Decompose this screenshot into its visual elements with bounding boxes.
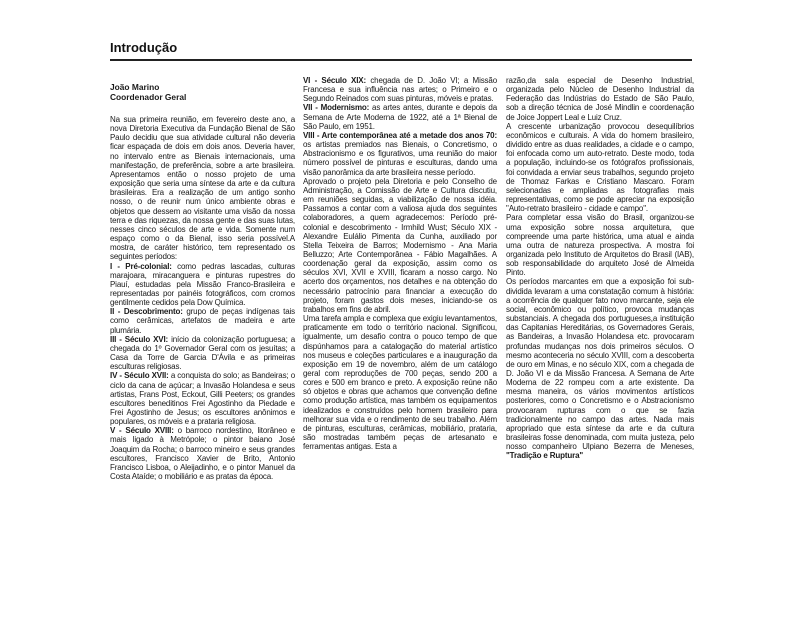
period-label: IV - Século XVII: xyxy=(110,371,169,381)
period-label: II - Descobrimento: xyxy=(110,307,183,317)
exhibition-title: "Tradição e Ruptura" xyxy=(506,451,584,461)
period-text: os artistas premiados nas Bienais, o Concretismo, o Abstracionismo e os figurativos, uma reunião do maior número possível de pinturas e esculturas, dando uma visão panorâmica da arte brasileira nesse período. xyxy=(303,140,497,177)
title-rule xyxy=(110,59,692,61)
period-label: VI - Século XIX: xyxy=(303,76,367,85)
period-text: grupo de peças indígenas tais como cerâmicas, artefatos de madeira e arte plumária. xyxy=(110,307,296,335)
period-label: III - Século XVI: xyxy=(110,334,169,344)
page-title: Introdução xyxy=(110,40,178,55)
period-text: a conquista do solo; as Bandeiras; o ciclo da cana de açúcar; a Invasão Holandesa e seus artistas, Frans Post, Eckout, Gilli Peeters; os grandes escultores beneditinos Frei Agostinho da Piedade e Frei Agostinho de Jesus; os escultores anônimos e populares, os móveis e a prataria religiosa. xyxy=(110,371,295,427)
period-text: início da colonização portuguesa; a chegada do 1º Governador Geral com os jesuítas; a Casa da Torre de Garcia D'Ávila e as primeiras esculturas religiosas. xyxy=(110,334,295,372)
text-column-1 xyxy=(110,115,295,481)
period-seculo-xvi xyxy=(110,335,295,372)
period-descobrimento xyxy=(110,307,295,334)
period-arte-contemporanea xyxy=(303,131,497,177)
body-paragraph: Para completar essa visão do Brasil, organizou-se uma exposição sobre nossa arquitetura, que compreende uma parte histórica, uma atual e ainda uma outra de natureza prospectiva. A mostra foi organizada pelo Instituto de Arquitetos do Brasil (IAB), sob responsabilidade do arquiteto José de Almeida Pinto. xyxy=(506,213,694,278)
closing-paragraph xyxy=(506,277,694,460)
period-text: chegada de D. João VI; a Missão Francesa e sua influência nas artes; o Primeiro e o Segundo Reinados com suas pinturas, móveis e pratas. xyxy=(303,76,497,104)
body-paragraph: A crescente urbanização provocou desequilíbrios econômicos e culturais. A vida do homem brasileiro, dividido entre as duas realidades, a cidade e o campo, foi enfocada como um auto-retrato. Deste modo, toda a população, incluindo-se os fotógrafos profissionais, foi convidada a enviar seus trabalhos, segundo projeto de Thomaz Farkas e Cristiano Mascaro. Foram selecionadas e ampliadas as fotografias mais representativas, como se pode apreciar na exposição "Auto-retrato brasileiro - cidade e campo". xyxy=(506,121,694,214)
period-seculo-xix xyxy=(303,76,497,103)
body-paragraph: Uma tarefa ampla e complexa que exigiu levantamentos, praticamente em todo o território nacional. Significou, igualmente, um desafio contra o pouco tempo de que dispúnhamos para a catalogação do material artístico nos museus e coleções particulares e a inauguração da exposição em 19 de novembro, além de um catálogo geral com reproduções de 700 peças, sendo 200 a cores e 500 em branco e preto. A exposição reúne não só objetos e obras que achamos que convenção define como produção artística, mas também os equipamentos idealizados e construídos pelo homem brasileiro para melhorar sua vida e o rendimento de seu trabalho. Além de pinturas, esculturas, cerâmicas, mobiliário, prataria, são mostradas também peças de artesanato e ferramentas antigas. Esta a xyxy=(303,314,497,452)
author-block xyxy=(110,83,290,102)
author-name: João Marino xyxy=(110,82,160,92)
period-label: VII - Modernismo: xyxy=(303,103,370,113)
period-seculo-xvii xyxy=(110,371,295,426)
closing-text: Os períodos marcantes em que a exposição foi sub-dividida levaram a uma constatação comum à história: a ocorrência de qualquer fato novo marcante, seja ele social, econômico ou político, provoca mudanças substanciais. A chegada dos portugueses,a instituição das Capitanias Hereditárias, os Governadores Gerais, as Bandeiras, a Invasão Holandesa etc. provocaram profundas mudanças nos dois primeiros séculos. O mesmo aconteceria no século XVIII, com a descoberta de ouro em Minas, e no século XIX, com a chegada de D. João VI e da Missão Francesa. A Semana de Arte Moderna de 22 rompeu com a arte existente. Da mesma maneira, os vários movimentos artísticos posteriores, como o Concretismo e o Abstracionismo provocaram rupturas com o que se fazia tradicionalmente no campo das artes. Nada mais apropriado que esta síntese da arte e da cultura brasileiras fosse denominada, com muita justeza, pelo nosso companheiro Ulpiano Bezerra de Meneses, xyxy=(506,277,694,452)
text-column-3 xyxy=(506,76,694,461)
period-modernismo xyxy=(303,103,497,130)
period-text: como pedras lascadas, culturas marajoara, miracanguera e pinturas rupestres do Piauí, estudadas pela Missão Franco-Brasileira e representadas por painéis fotográficos, com cromos gentilmente cedidos pela Dow Química. xyxy=(110,261,295,308)
text-column-2 xyxy=(303,76,497,451)
body-paragraph: razão,da sala especial de Desenho Industrial, organizada pelo Núcleo de Desenho Industrial da Federação das Indústrias do Estado de São Paulo, sob a direção técnica de José Mindlin e coordenação de Joice Joppert Leal e Luiz Cruz. xyxy=(506,76,694,122)
body-paragraph: Aprovado o projeto pela Diretoria e pelo Conselho de Administração, a Comissão de Arte e Cultura discutiu, em reuniões seguidas, a viabilização de nossa idéia. Passamos a contar com a valiosa ajuda dos seguintes colaboradores, a quem agradecemos: Período pré-colonial e descobrimento - Irmhild Wust; Século XIX - Alexandre Eulálio Pimenta da Cunha, auxiliado por Stella Teixeira de Barros; Modernismo - Ana Maria Belluzzo; Arte Contemporânea - Fábio Magalhães. A coordenação geral da exposição, assim como os séculos XVI, XVII e XVIII, ficaram a nosso cargo. No acerto dos orçamentos, nos detalhes e na obtenção do necessário patrocínio para financiar a execução do projeto, foram gastos dois meses, iniciando-se os trabalhos em fins de abril. xyxy=(303,176,497,314)
period-seculo-xviii xyxy=(110,426,295,481)
period-label: V - Século XVIII: xyxy=(110,426,174,436)
period-label: VIII - Arte contemporânea até a metade dos anos 70: xyxy=(303,130,497,140)
period-pre-colonial xyxy=(110,262,295,308)
author-role: Coordenador Geral xyxy=(110,91,187,102)
period-text: o barroco nordestino, litorâneo e mais ligado à Metrópole; o pintor baiano José Joaquim da Rocha; o barroco mineiro e seus grandes escultores, Francisco Xavier de Brito, Antonio Francisco Lisboa, o Aleijadinho, e o pintor Manuel da Costa Ataíde; o mobiliário e as pratas da época. xyxy=(110,426,295,482)
intro-paragraph: Na sua primeira reunião, em fevereiro deste ano, a nova Diretoria Executiva da Fundação Bienal de São Paulo decidiu que sua atividade cultural não deveria ficar espaçada de dois em dois anos. Deveria haver, no intervalo entre as Bienais internacionais, uma manifestação, de preferência, sobre a arte brasileira. Apresentamos então o nosso projeto de uma exposição que seria uma síntese da arte e da cultura brasileiras. Era a realização de um antigo sonho nosso, o de reunir num único ambiente obras e objetos que dessem ao visitante uma visão da nossa terra e das riquezas, da nossa gente e das suas lutas, nesses cinco séculos de arte e vida. Somente num espaço como o da Bienal, isso seria possível.A mostra, de caráter histórico, tem representado os seguintes períodos: xyxy=(110,115,295,262)
period-label: I - Pré-colonial: xyxy=(110,261,172,271)
period-text: as artes antes, durante e depois da Semana de Arte Moderna de 1922, até a 1ª Bienal de São Paulo, em 1951. xyxy=(303,103,497,131)
